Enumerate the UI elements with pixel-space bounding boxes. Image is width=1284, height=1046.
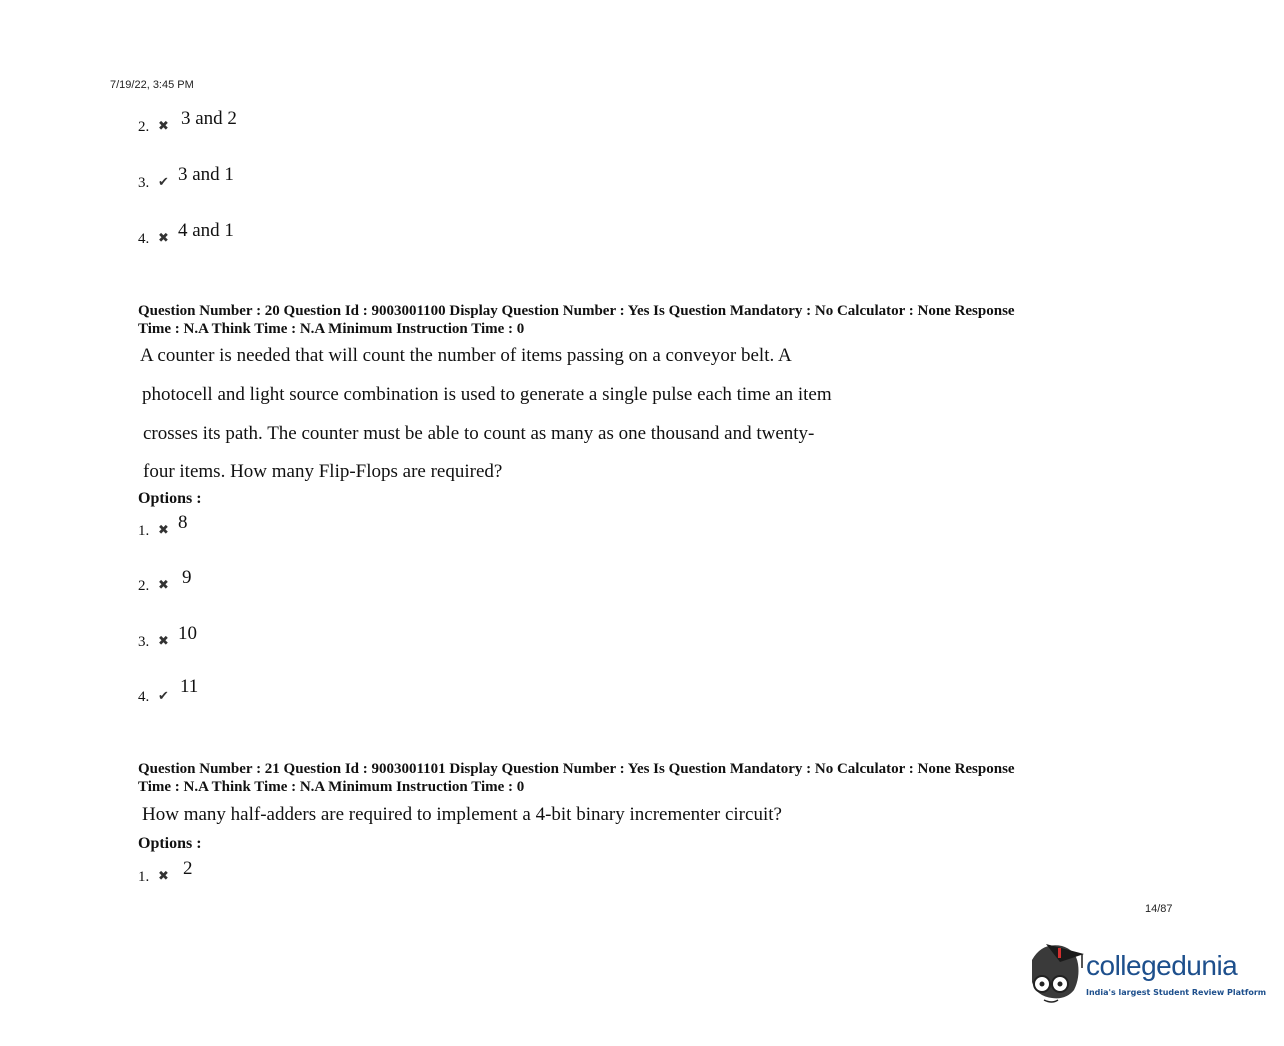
option-text: 11 <box>180 676 199 697</box>
wrong-mark-icon: ✖ <box>158 577 169 592</box>
options-label: Options : <box>138 490 202 507</box>
question-text-line: four items. How many Flip-Flops are required? <box>143 461 503 482</box>
page-number: 14/87 <box>1145 903 1173 915</box>
question-meta-line: Question Number : 20 Question Id : 9003001100 Display Question Number : Yes Is Question Mandatory : No Calculator : None Response <box>138 303 1015 319</box>
option-text: 4 and 1 <box>178 220 234 241</box>
check-mark-icon: ✔ <box>158 174 169 189</box>
wrong-mark-icon: ✖ <box>158 868 169 883</box>
option-text: 2 <box>183 858 193 879</box>
logo-wordmark: collegedunia <box>1086 950 1238 981</box>
wrong-mark-icon: ✖ <box>158 633 169 648</box>
wrong-mark-icon: ✖ <box>158 230 169 245</box>
question-meta-line: Question Number : 21 Question Id : 9003001101 Display Question Number : Yes Is Question Mandatory : No Calculator : None Response <box>138 761 1015 777</box>
question-text-line: How many half-adders are required to implement a 4-bit binary incrementer circuit? <box>142 804 782 825</box>
option-number: 4. <box>138 231 150 247</box>
wrong-mark-icon: ✖ <box>158 522 169 537</box>
option-text: 9 <box>182 567 192 588</box>
options-label: Options : <box>138 835 202 852</box>
question-text-line: A counter is needed that will count the number of items passing on a conveyor belt. A <box>140 345 792 366</box>
option-text: 3 and 2 <box>181 108 237 129</box>
question-meta <box>138 302 1138 338</box>
option-number: 1. <box>138 869 150 885</box>
option-text: 8 <box>178 512 188 533</box>
print-timestamp: 7/19/22, 3:45 PM <box>110 79 194 91</box>
wrong-mark-icon: ✖ <box>158 118 169 133</box>
question-meta-line: Time : N.A Think Time : N.A Minimum Instruction Time : 0 <box>138 321 525 337</box>
check-mark-icon: ✔ <box>158 688 169 703</box>
question-text-line: photocell and light source combination is used to generate a single pulse each time an item <box>142 384 832 405</box>
logo-tagline: India's largest Student Review Platform <box>1086 988 1267 997</box>
option-number: 3. <box>138 175 150 191</box>
mascot-icon <box>1024 938 1086 1008</box>
option-number: 2. <box>138 119 150 135</box>
option-number: 3. <box>138 634 150 650</box>
option-number: 4. <box>138 689 150 705</box>
question-meta-line: Time : N.A Think Time : N.A Minimum Instruction Time : 0 <box>138 779 525 795</box>
option-number: 1. <box>138 523 150 539</box>
option-text: 10 <box>178 623 197 644</box>
option-number: 2. <box>138 578 150 594</box>
question-meta <box>138 760 1138 796</box>
collegedunia-logo <box>1024 938 1267 1010</box>
question-text-line: crosses its path. The counter must be able to count as many as one thousand and twenty- <box>143 423 815 444</box>
option-text: 3 and 1 <box>178 164 234 185</box>
